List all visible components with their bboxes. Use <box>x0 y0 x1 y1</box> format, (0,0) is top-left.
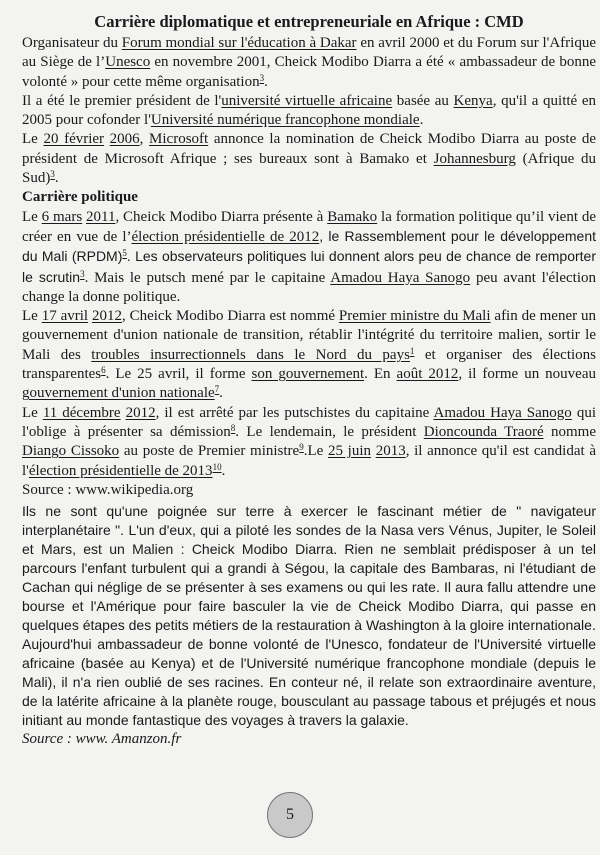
paragraph-microsoft <box>22 130 596 188</box>
text: . <box>54 170 59 187</box>
text: . <box>264 73 268 90</box>
text: . Le 25 avril, il forme <box>105 366 252 383</box>
section-heading: Carrière politique <box>22 189 138 206</box>
link-unfm[interactable]: Université numérique francophone mondiale <box>150 112 420 129</box>
text: Le <box>22 208 42 225</box>
source-amazon: Source : www. Amanzon.fr <box>22 731 182 748</box>
text: , il forme un nouveau <box>458 366 596 383</box>
text: . Le lendemain, le président <box>235 423 424 440</box>
text: peu avant l'élection change la donne politique. <box>22 269 596 305</box>
paragraph-arrestation <box>22 404 596 481</box>
link-forum-dakar[interactable]: Forum mondial sur l'éducation à Dakar <box>121 35 357 51</box>
footnote-ref[interactable]: 10 <box>212 461 222 472</box>
source-wikipedia: Source : www.wikipedia.org <box>22 481 194 498</box>
footnote-ref[interactable]: 3 <box>80 268 85 279</box>
paragraph-forum <box>22 34 596 92</box>
page-title: Carrière diplomatique et entrepreneuriale en Afrique : CMD <box>94 12 524 31</box>
text: en novembre 2001, Cheick Modibo Diarra a été « ambassadeur de bonne volonté » pour cette même organisation <box>22 54 597 90</box>
link-year[interactable]: 2012 <box>125 404 156 421</box>
text: afin de mener un gouvernement d'union nationale de transition, rétablir l'intégrité du territoire malien, sortir le Mali des <box>22 308 596 363</box>
text: la formation politique qu’il vient de créer en vue de l’ <box>22 208 596 245</box>
text: , <box>139 131 150 148</box>
link-date[interactable]: 17 avril <box>41 308 89 325</box>
link-troubles-nord[interactable]: troubles insurrectionnels dans le Nord du pays <box>91 346 410 363</box>
link-universite-virtuelle[interactable]: université virtuelle africaine <box>221 92 393 109</box>
link-gouvernement[interactable]: son gouvernement <box>251 366 365 383</box>
link-aout-2012[interactable]: août 2012 <box>396 366 459 383</box>
link-bamako[interactable]: Bamako <box>327 208 378 225</box>
text: , Cheick Modibo Diarra est nommé <box>121 308 339 325</box>
link-year[interactable]: 2011 <box>86 208 116 225</box>
text: Le <box>22 131 44 148</box>
text: . <box>419 112 424 129</box>
footnote-ref[interactable]: 6 <box>101 365 106 376</box>
text: Organisateur du <box>22 35 122 51</box>
paragraph-uva <box>22 92 596 131</box>
text: , Cheick Modibo Diarra présente à <box>115 208 328 225</box>
paragraph-premier-ministre <box>22 307 596 403</box>
link-premier-ministre[interactable]: Premier ministre du Mali <box>338 308 491 325</box>
text: Le <box>22 308 42 325</box>
text: Il a été le premier président de l' <box>22 92 222 109</box>
text: , il est arrêté par les putschistes du capitaine <box>155 404 434 421</box>
text: , qu'il a quitté en 2005 pour cofonder l' <box>22 92 597 129</box>
text: . En <box>364 366 397 383</box>
link-traore[interactable]: Dioncounda Traoré <box>423 423 544 440</box>
footnote-ref[interactable]: 3 <box>50 169 55 180</box>
text: en avril 2000 et du Forum sur l'Afrique au Siège de l’ <box>22 35 596 71</box>
footnote-ref[interactable]: 7 <box>214 384 220 395</box>
text: qui l'oblige à présenter sa démission <box>22 404 596 440</box>
link-election-2013[interactable]: élection présidentielle de 2013 <box>28 462 213 479</box>
footnote-ref[interactable]: 9 <box>299 442 304 453</box>
text: et organiser des élections transparentes <box>22 346 596 383</box>
link-johannesburg[interactable]: Johannesburg <box>433 150 516 167</box>
link-sanogo[interactable]: Amadou Haya Sanogo <box>433 404 572 421</box>
link-date[interactable]: 25 juin <box>327 443 371 460</box>
text: . <box>221 462 226 479</box>
link-date[interactable]: 6 mars <box>41 208 83 225</box>
link-sanogo[interactable]: Amadou Haya Sanogo <box>330 269 471 286</box>
text: , il annonce qu'il est candidat à l' <box>22 443 596 479</box>
text: . Mais le putsch mené par le capitaine <box>84 269 331 286</box>
document-page <box>22 12 596 749</box>
text: Le <box>22 404 43 421</box>
link-year[interactable]: 2013 <box>375 443 406 460</box>
link-cissoko[interactable]: Diango Cissoko <box>22 443 120 460</box>
link-unesco[interactable]: Unesco <box>105 54 151 71</box>
link-election-2012[interactable]: élection présidentielle de 2012 <box>131 228 320 245</box>
text: (Afrique du Sud) <box>22 150 596 187</box>
paragraph-ambassadeur: Aujourd'hui ambassadeur de bonne volonté de l'Unesco, fondateur de l'Université virtuelle africaine (basée au Kenya) et de l'Université numérique francophone mondiale (depuis le Mali), il n'a rien oublié de ses racines. En conteur né, il relate son extraordinaire aventure, de la latérite africaine à la planète rouge, bousculant au passage tabous et préjugés et nous initiant au monde fantastique des voyages à travers la galaxie. <box>22 636 596 729</box>
link-union-nationale[interactable]: gouvernement d'union nationale <box>22 385 215 402</box>
footnote-ref[interactable]: 3 <box>259 72 265 83</box>
footnote-ref[interactable]: 5 <box>122 248 127 259</box>
text: au poste de Premier ministre <box>119 443 300 460</box>
link-microsoft[interactable]: Microsoft <box>149 131 209 148</box>
text: .Le <box>303 443 328 460</box>
link-year[interactable]: 2006 <box>109 131 140 148</box>
paragraph-navigateur: Ils ne sont qu'une poignée sur terre à exercer le fascinant métier de " navigateur interplanétaire ". L'un d'eux, qui a piloté les sondes de la Nasa vers Vénus, Jupiter, le Soleil et Mars, est un Malien : Cheick Modibo Diarra. Rien ne semblait prédisposer à un tel parcours l'enfant turbulent qui a grandi à Ségou, la capitale des Bambaras, ni l'étudiant de Cachan qui néglige de se présenter à ses examens ou qui les rate. Il aura fallu attendre une bourse et l'Amérique pour faire basculer la vie de Cheick Modibo Diarra, qui passe en quelques étapes des petits métiers de la restauration à Washington à la gloire internationale. <box>22 503 596 634</box>
link-kenya[interactable]: Kenya <box>453 92 493 109</box>
footnote-ref[interactable]: 8 <box>230 422 236 433</box>
link-year[interactable]: 2012 <box>91 308 122 325</box>
text: . <box>219 385 223 402</box>
link-date[interactable]: 20 février <box>43 131 105 148</box>
text: . Les observateurs politiques lui donnent alors peu de chance de remporter le scrutin <box>22 248 596 285</box>
text: nomme <box>543 423 596 440</box>
link-date[interactable]: 11 décembre <box>42 404 121 421</box>
page-number: 5 <box>267 792 313 838</box>
text: basée au <box>392 92 454 109</box>
footnote-ref[interactable]: 1 <box>409 345 415 356</box>
paragraph-rpdm <box>22 208 596 307</box>
text: , le Rassemblement pour le développement du Mali (RPDM) <box>22 227 597 265</box>
text: annonce la nomination de Cheick Modibo Diarra au poste de président de Microsoft Afrique ; ses bureaux sont à Bamako et <box>22 131 597 167</box>
